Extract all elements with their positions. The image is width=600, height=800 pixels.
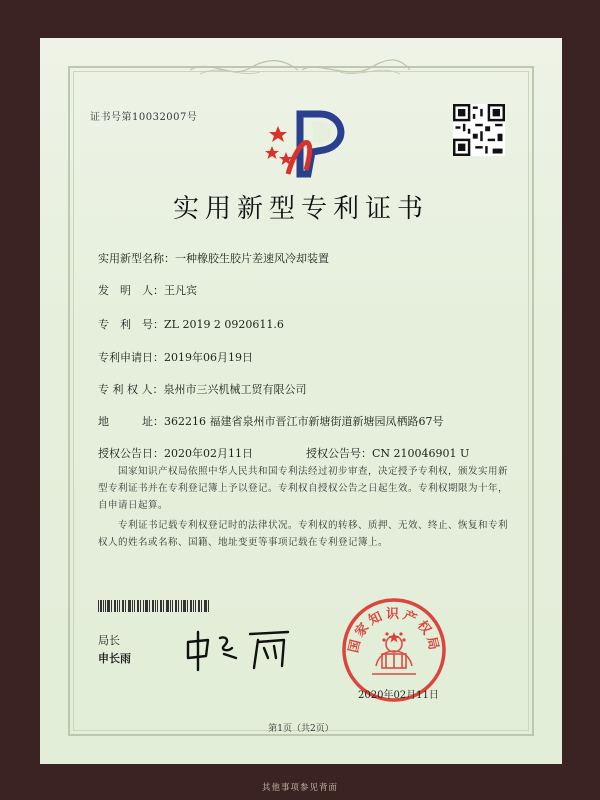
barcode	[98, 600, 210, 612]
field-inventor	[98, 282, 197, 298]
announcement-date-label: 授权公告日：	[98, 447, 164, 460]
field-value: 王凡宾	[164, 284, 197, 297]
field-value: 泉州市三兴机械工贸有限公司	[163, 383, 307, 396]
qr-code[interactable]	[453, 104, 505, 156]
announcement-number-label: 授权公告号：	[306, 447, 372, 460]
field-value: 一种橡胶生胶片差速风冷却装置	[175, 252, 329, 265]
page-number: 第1页（共2页）	[268, 724, 334, 734]
field-utility-model-name	[98, 250, 329, 266]
field-label: 专 利 权 人：	[98, 383, 164, 396]
body-paragraph-1: 国家知识产权局依照中华人民共和国专利法经过初步审查，决定授予专利权，颁发实用新型专利证书并在专利登记簿上予以登记。专利权自授权公告之日起生效。专利权期限为十年，自申请日起算。	[98, 466, 509, 511]
field-label: 发 明 人：	[98, 284, 164, 297]
field-value: 2019年06月19日	[164, 351, 253, 364]
certificate-number: 证书号第10032007号	[90, 112, 198, 123]
director-title: 局长	[98, 634, 120, 647]
certificate-title: 实用新型专利证书	[172, 194, 429, 224]
body-paragraph-2: 专利证书记载专利权登记时的法律状况。专利权的转移、质押、无效、终止、恢复和专利权人的姓名或名称、国籍、地址变更等事项记载在专利登记簿上。	[98, 520, 509, 548]
director-name: 申长雨	[98, 652, 131, 665]
ornament-right	[300, 58, 420, 80]
field-value: ZL 2019 2 0920611.6	[164, 318, 284, 331]
svg-text:国家知识产权局: 国家知识产权局	[346, 607, 442, 655]
field-address	[98, 413, 443, 429]
announcement-number-value: CN 210046901 U	[372, 447, 470, 460]
field-value: 362216 福建省泉州市晋江市新塘街道新塘园凤栖路67号	[164, 415, 444, 428]
field-application-date	[98, 349, 253, 365]
field-announcement	[98, 445, 469, 461]
ornament-left	[180, 58, 300, 80]
field-label: 专 利 号：	[98, 318, 164, 331]
field-label: 实用新型名称：	[98, 252, 175, 265]
field-patentee	[98, 381, 307, 397]
certificate-paper	[40, 38, 562, 764]
director-signature	[180, 624, 300, 674]
field-patent-number	[98, 316, 284, 332]
patent-office-logo	[258, 108, 358, 180]
seal-date: 2020年02月11日	[358, 690, 439, 701]
field-label: 专利申请日：	[98, 351, 164, 364]
field-label: 地 址：	[98, 415, 164, 428]
announcement-date-value: 2020年02月11日	[164, 447, 253, 460]
bottom-note: 其他事项参见背面	[261, 783, 338, 793]
